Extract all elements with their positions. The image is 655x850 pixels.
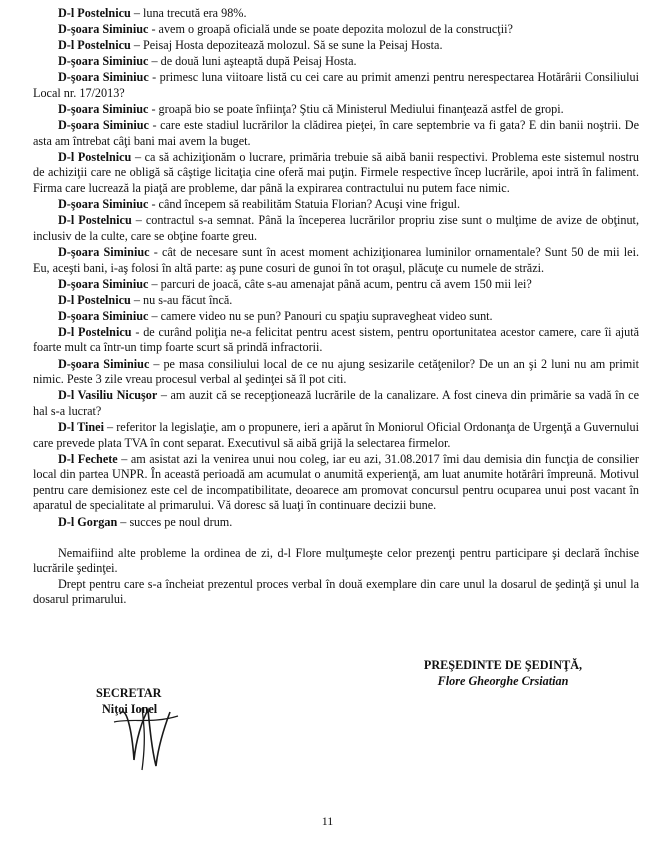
closing-paragraph: Nemaifiind alte probleme la ordinea de zi, d-l Flore mulţumeşte celor prezenţi pentru participare şi declară închise lucrările şedinţei. bbox=[33, 545, 639, 576]
speech-text: – am asistat azi la venirea unui nou coleg, iar eu azi, 31.08.2017 îmi dau demisia din funcţia de consilier local din partea UNPR. În această perioadă am acumulat o anumită experienţă, am luat anumite hotărâri împreună. Motivul pentru care demisionez este cel de incompatibilitate, deoarece am promovat concursul pentru ocuparea unui post vacant în aparatul de specialitate al primarului. Vă doresc să luaţi în continuare decizii bune. bbox=[33, 451, 639, 513]
dialogue-paragraph bbox=[33, 245, 639, 276]
dialogue-paragraph bbox=[33, 54, 639, 70]
speaker-name: D-l Fechete bbox=[58, 451, 118, 466]
dialogue-paragraph bbox=[33, 325, 639, 356]
speaker-name: D-l Tinei bbox=[58, 419, 104, 434]
dialogue-paragraph bbox=[33, 277, 639, 293]
speech-text: - groapă bio se poate înfiinţa? Ştiu că Ministerul Mediului finanţează astfel de gropi. bbox=[148, 102, 564, 117]
dialogue-paragraph bbox=[33, 38, 639, 54]
speech-text: - avem o groapă oficială unde se poate depozita molozul de la construcţii? bbox=[148, 22, 513, 37]
speaker-name: D-l Postelnicu bbox=[58, 149, 132, 164]
dialogue-paragraph bbox=[33, 420, 639, 451]
speech-text: - cât de necesare sunt în acest moment achiziţionarea luminilor ornamentale? Sunt 50 de mii lei. Eu, aceşti bani, i-aş folosi în altă parte: aş pune cosuri de gunoi în tot oraşul, plăcuţe cu numele de străzi. bbox=[33, 244, 639, 275]
dialogue-paragraph bbox=[33, 6, 639, 22]
dialogue-paragraph bbox=[33, 70, 639, 101]
speech-text: – succes pe noul drum. bbox=[117, 514, 233, 529]
speaker-name: D-şoara Siminiuc bbox=[58, 244, 150, 259]
dialogue-paragraph bbox=[33, 515, 639, 531]
speech-text: – am auzit că se recepţionează lucrările de la canalizare. A fost cineva din primărie sa vadă în ce hal s-a lucrat? bbox=[33, 388, 639, 418]
speaker-name: D-l Vasiliu Nicuşor bbox=[58, 388, 158, 403]
speaker-name: D-şoara Siminiuc bbox=[58, 54, 149, 69]
speaker-name: D-şoara Siminiuc bbox=[58, 70, 149, 85]
president-signature-block bbox=[378, 658, 628, 689]
speech-text: - când începem să reabilităm Statuia Florian? Acuşi vine frigul. bbox=[148, 197, 461, 212]
speech-text: – contractul s-a semnat. Până la începerea lucrărilor propriu zise sunt o mulţime de avize de obţinut, inclusiv de la culte, care se obţine foarte greu. bbox=[33, 213, 639, 243]
speech-text: – referitor la legislaţie, am o propunere, ieri a apărut în Moniorul Oficial Ordonanţa de Urgenţă a Guvernului care prevede plata TVA în cont separat. Executivul să aibă grijă la selectarea firmelor. bbox=[33, 419, 639, 450]
speaker-name: D-l Postelnicu bbox=[58, 213, 132, 228]
speech-text: - care este stadiul lucrărilor la clădirea pieţei, în care septembrie va fi gata? E din banii noştrii. De asta am întrebat câţi bani mai avem la buget. bbox=[33, 118, 639, 148]
dialogue-paragraph bbox=[33, 197, 639, 213]
dialogue-paragraph bbox=[33, 213, 639, 244]
speaker-name: D-l Postelnicu bbox=[58, 6, 131, 20]
dialogue-paragraph bbox=[33, 150, 639, 197]
closing-paragraph: Drept pentru care s-a încheiat prezentul proces verbal în două exemplare din care unul la dosarul de şedinţă şi unul la dosarul primarului. bbox=[33, 576, 639, 607]
speech-text: – ca să achiziţionăm o lucrare, primăria trebuie să aibă banii respectivi. Problema este sistemul nostru de achiziţii care ne obligă să câştige licitaţia cine oferă mai puţin. Firmele respective încep lucrările, apoi intră în faliment. Firma care lucrează la piaţă are probleme, dar până la expirarea contractului nu putem face nimic. bbox=[33, 149, 640, 196]
speech-text: – pe masa consiliului local de ce nu ajung sesizarile cetăţenilor? De un an şi 2 luni nu am primit nimic. Peste 3 zile vreau procesul verbal al şedinţei să îl pot citi. bbox=[33, 356, 639, 387]
speech-text: – Peisaj Hosta depozitează molozul. Să se sune la Peisaj Hosta. bbox=[130, 38, 443, 53]
speaker-name: D-l Gorgan bbox=[58, 514, 118, 529]
speaker-name: D-şoara Siminiuc bbox=[58, 308, 149, 323]
dialogue-paragraph bbox=[33, 357, 639, 388]
speech-text: – luna trecută era 98%. bbox=[130, 6, 247, 20]
dialogue-paragraph bbox=[33, 388, 639, 419]
speaker-name: D-şoara Siminiuc bbox=[58, 197, 149, 212]
speech-text: - primesc luna viitoare listă cu cei care au primit amenzi pentru nerespectarea Hotărârii Consiliului Local nr. 17/2013? bbox=[33, 70, 639, 100]
speaker-name: D-şoara Siminiuc bbox=[58, 118, 149, 133]
speaker-name: D-şoara Siminiuc bbox=[58, 276, 149, 291]
page-number: 11 bbox=[321, 814, 334, 828]
secretary-title: SECRETAR bbox=[96, 686, 162, 700]
speaker-name: D-şoara Siminiuc bbox=[58, 356, 150, 371]
handwritten-signature bbox=[112, 700, 182, 772]
speaker-name: D-şoara Siminiuc bbox=[58, 102, 149, 117]
president-name: Flore Gheorghe Crsiatian bbox=[437, 673, 569, 688]
dialogue-paragraph bbox=[33, 118, 639, 149]
dialogue-paragraph bbox=[33, 102, 639, 118]
speech-text: – de două luni aşteaptă după Peisaj Hosta. bbox=[148, 54, 357, 69]
dialogue-paragraph bbox=[33, 309, 639, 325]
dialogue-paragraphs bbox=[33, 6, 639, 530]
secretary-name: Niţoi Ionel bbox=[102, 701, 158, 716]
dialogue-paragraph bbox=[33, 293, 639, 309]
speaker-name: D-l Postelnicu bbox=[58, 292, 131, 307]
speaker-name: D-l Postelnicu bbox=[58, 38, 131, 53]
speaker-name: D-şoara Siminiuc bbox=[58, 22, 149, 37]
president-title: PREŞEDINTE DE ŞEDINŢĂ, bbox=[423, 658, 583, 672]
speech-text: – parcuri de joacă, câte s-au amenajat până acum, pentru că avem 150 mii lei? bbox=[148, 276, 532, 291]
speech-text: – nu s-au făcut încă. bbox=[130, 292, 233, 307]
speech-text: – camere video nu se pun? Panouri cu spaţiu supravegheat video sunt. bbox=[148, 308, 493, 323]
dialogue-paragraph bbox=[33, 22, 639, 38]
dialogue-paragraph bbox=[33, 452, 639, 514]
minutes-body bbox=[33, 6, 639, 608]
speech-text: - de curând poliţia ne-a felicitat pentru acest sistem, pentru oportunitatea acestor camere, care îi ajută foarte mult ca într-un timp foarte scurt să prindă infractorii. bbox=[33, 324, 640, 355]
speaker-name: D-l Postelnicu bbox=[58, 324, 132, 339]
